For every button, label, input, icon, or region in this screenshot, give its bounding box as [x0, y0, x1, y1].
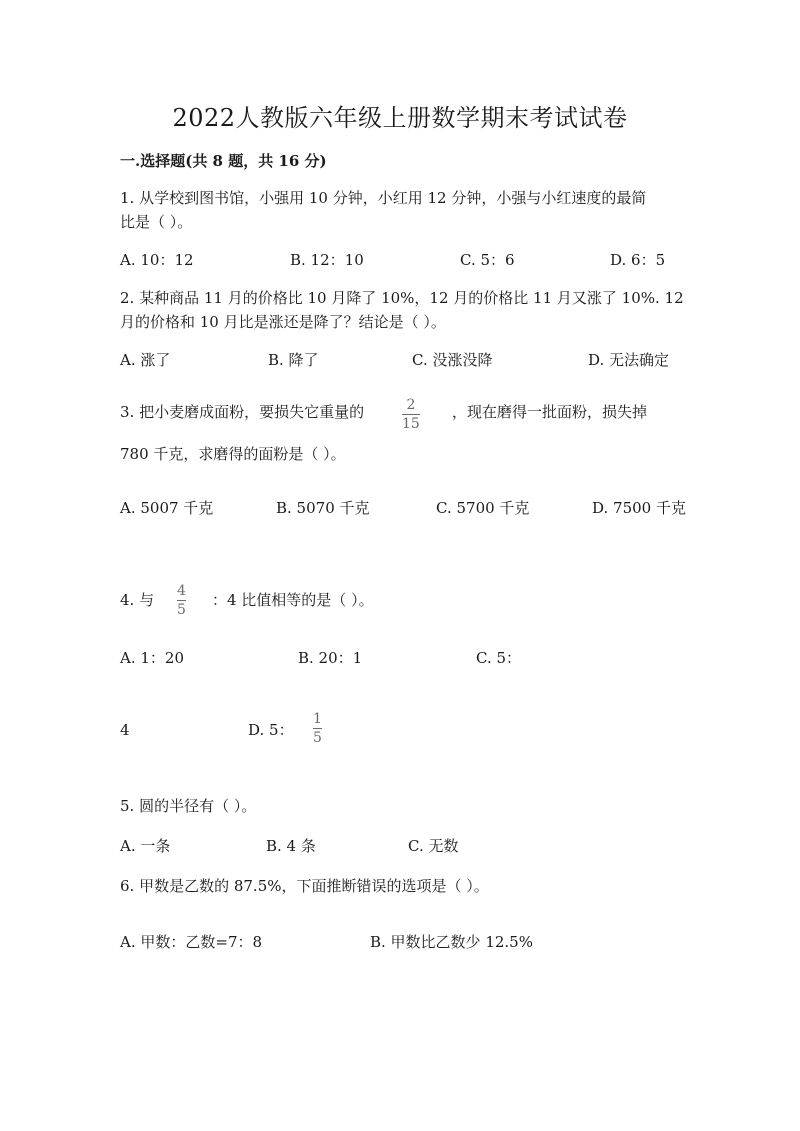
page-title: 2022人教版六年级上册数学期末考试试卷 [172, 104, 628, 132]
fraction-numerator: 2 [406, 397, 416, 413]
fraction-denominator: 5 [177, 602, 186, 618]
question-4-option-c-continued: 4 [120, 721, 130, 739]
question-5-option-a[interactable]: A. 一条 [120, 837, 171, 855]
question-3-option-d[interactable]: D. 7500 千克 [592, 499, 686, 517]
question-1-option-c[interactable]: C. 5：6 [460, 251, 515, 269]
question-3-option-a[interactable]: A. 5007 千克 [120, 499, 214, 517]
question-4-option-c[interactable]: C. 5： [476, 649, 522, 667]
question-2-line-1: 2. 某种商品 11 月的价格比 10 月降了 10%，12 月的价格比 11 月又涨了 10%. 12 [120, 289, 684, 307]
question-2-option-a[interactable]: A. 涨了 [120, 351, 171, 369]
question-1-option-d[interactable]: D. 6：5 [610, 251, 666, 269]
question-6-option-a[interactable]: A. 甲数：乙数=7：8 [120, 933, 263, 951]
question-4-option-d-fraction [313, 711, 322, 746]
fraction-denominator: 15 [402, 416, 420, 432]
fraction-bar [313, 728, 322, 729]
question-1-line-1: 1. 从学校到图书馆，小强用 10 分钟，小红用 12 分钟，小强与小红速度的最简 [120, 189, 647, 207]
question-2-option-c[interactable]: C. 没涨没降 [412, 351, 493, 369]
question-1-line-2: 比是（ ）。 [120, 213, 193, 231]
question-5-line-1: 5. 圆的半径有（ ）。 [120, 797, 257, 815]
fraction-bar [402, 414, 420, 415]
fraction-denominator: 5 [313, 730, 322, 746]
fraction-numerator: 1 [313, 711, 322, 727]
question-3-fraction [402, 397, 420, 432]
question-4-option-d[interactable]: D. 5： [248, 721, 294, 739]
question-4-line-1a: 4. 与 [120, 591, 155, 609]
question-4-option-b[interactable]: B. 20：1 [298, 649, 363, 667]
question-3-line-2: 780 千克，求磨得的面粉是（ ）。 [120, 445, 346, 463]
question-3-option-c[interactable]: C. 5700 千克 [436, 499, 530, 517]
question-3-line-1a: 3. 把小麦磨成面粉，要损失它重量的 [120, 403, 365, 421]
question-1-option-a[interactable]: A. 10：12 [120, 251, 194, 269]
question-6-line-1: 6. 甲数是乙数的 87.5%，下面推断错误的选项是（ ）。 [120, 877, 489, 895]
question-2-option-d[interactable]: D. 无法确定 [588, 351, 670, 369]
question-6-option-b[interactable]: B. 甲数比乙数少 12.5% [370, 933, 533, 951]
question-2-line-2: 月的价格和 10 月比是涨还是降了？结论是（ ）。 [120, 313, 446, 331]
question-4-line-1b: ：4 比值相等的是（ ）。 [212, 591, 374, 609]
question-4-option-a[interactable]: A. 1：20 [120, 649, 184, 667]
question-3-option-b[interactable]: B. 5070 千克 [276, 499, 370, 517]
question-2-option-b[interactable]: B. 降了 [268, 351, 319, 369]
fraction-numerator: 4 [177, 583, 186, 599]
question-5-option-b[interactable]: B. 4 条 [266, 837, 316, 855]
question-1-option-b[interactable]: B. 12：10 [290, 251, 364, 269]
fraction-bar [177, 600, 186, 601]
question-5-option-c[interactable]: C. 无数 [408, 837, 459, 855]
question-4-fraction [177, 583, 186, 618]
section-heading: 一.选择题(共 8 题，共 16 分) [120, 152, 327, 170]
question-3-line-1b: ，现在磨得一批面粉，损失掉 [452, 403, 648, 421]
